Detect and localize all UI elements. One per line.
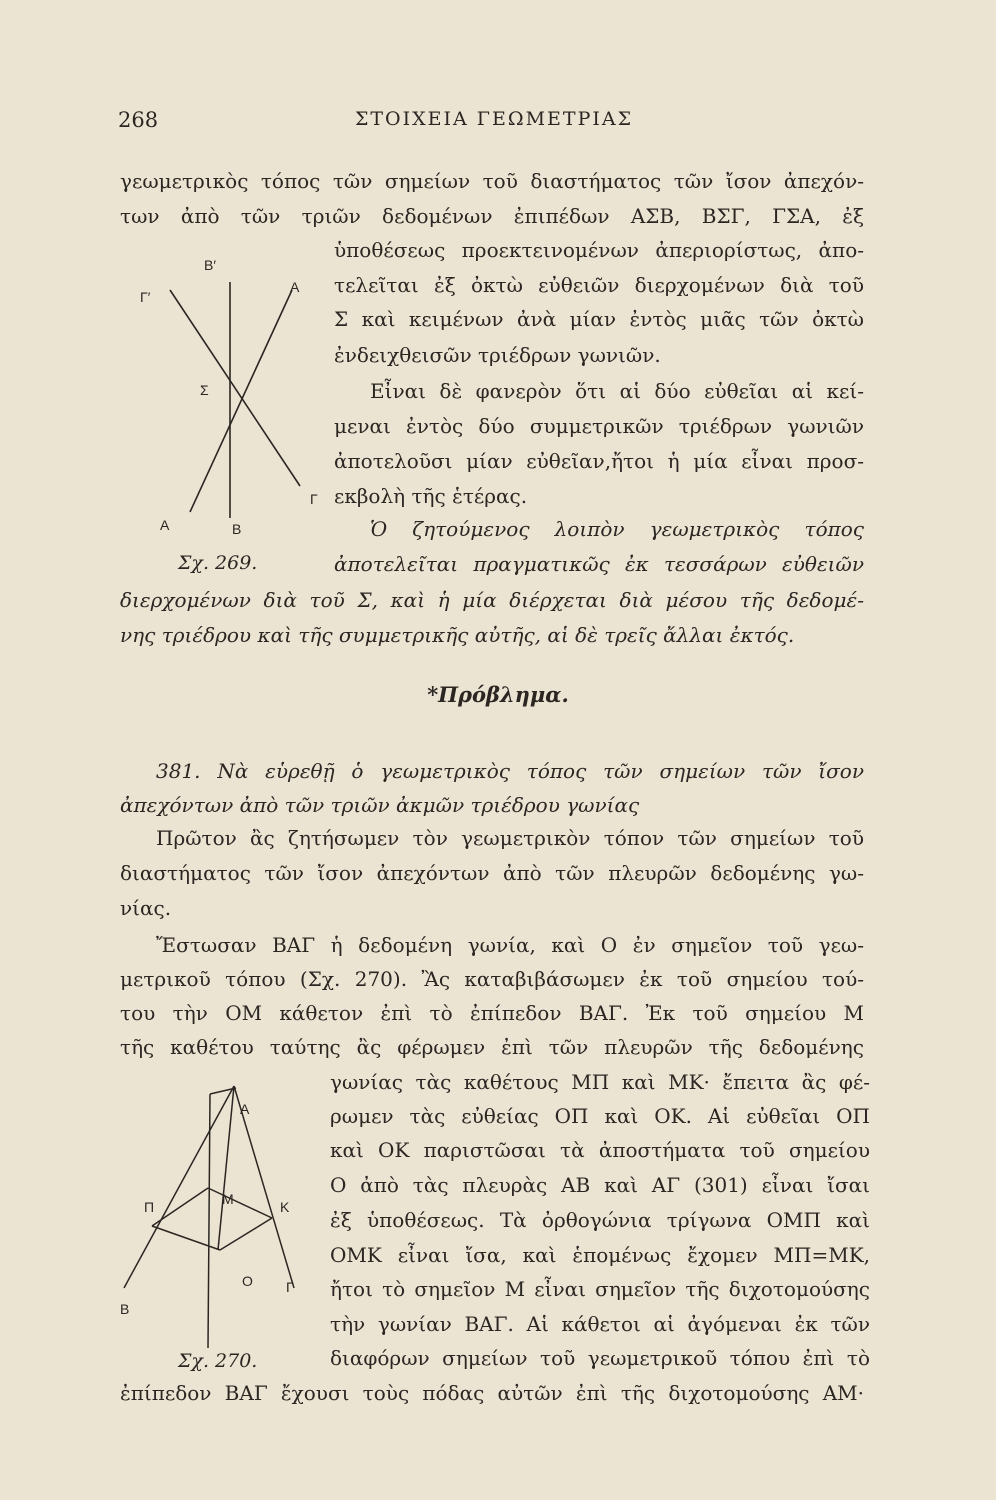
text-line: ἐπίπεδον ΒΑΓ ἔχουσι τοὺς πόδας αὐτῶν ἐπὶ τῆς διχοτομούσης ΑΜ· bbox=[120, 1381, 864, 1405]
label-B: Β bbox=[232, 521, 242, 537]
text-line: ἀποτελεῖται πραγματικῶς ἐκ τεσσάρων εὐθειῶν bbox=[334, 552, 864, 576]
page-number: 268 bbox=[118, 108, 159, 132]
figure-270 bbox=[108, 1078, 318, 1348]
label-G: Γ bbox=[310, 491, 318, 507]
text-line: ἀποτελοῦσι μίαν εὐθεῖαν,ἤτοι ἡ μία εἶναι προσ- bbox=[334, 449, 864, 473]
text-line: του τὴν ΟΜ κάθετον ἐπὶ τὸ ἐπίπεδον ΒΑΓ. Ἐκ τοῦ σημείου Μ bbox=[120, 1001, 864, 1025]
label-K: Κ bbox=[280, 1199, 290, 1215]
text-line: ἐξ ὑποθέσεως. Τὰ ὀρθογώνια τρίγωνα ΟΜΠ καὶ bbox=[330, 1208, 870, 1232]
text-line: τὴν γωνίαν ΒΑΓ. Αἱ κάθετοι αἱ ἀγόμεναι ἐκ τῶν bbox=[330, 1312, 870, 1336]
text-line: διερχομένων διὰ τοῦ Σ, καὶ ἡ μία διέρχεται διὰ μέσου τῆς δεδομέ- bbox=[120, 588, 864, 612]
label-Bp: Β′ bbox=[204, 257, 216, 273]
label-B: Β bbox=[120, 1301, 130, 1317]
text-line: Σ καὶ κειμένων ἀνὰ μίαν ἐντὸς μιᾶς τῶν ὀκτὼ bbox=[334, 307, 864, 331]
running-title: ΣΤΟΙΧΕΙΑ ΓΕΩΜΕΤΡΙΑΣ bbox=[354, 108, 634, 130]
text-line: Πρῶτον ἂς ζητήσωμεν τὸν γεωμετρικὸν τόπον τῶν σημείων τοῦ bbox=[156, 826, 864, 850]
label-O: Ο bbox=[242, 1273, 253, 1289]
text-line: Ο ἀπὸ τὰς πλευρὰς ΑΒ καὶ ΑΓ (301) εἶναι ἴσαι bbox=[330, 1173, 870, 1197]
label-P: Π bbox=[144, 1199, 155, 1215]
section-heading: *Πρόβλημα. bbox=[427, 682, 569, 707]
label-G: Γ bbox=[286, 1279, 294, 1295]
label-M: Μ bbox=[222, 1191, 234, 1207]
text-line: νης τριέδρου καὶ τῆς συμμετρικῆς αὐτῆς, αἱ δὲ τρεῖς ἄλλαι ἐκτός. bbox=[120, 623, 795, 647]
text-line: καὶ ΟΚ παριστῶσαι τὰ ἀποστήματα τοῦ σημείου bbox=[330, 1138, 870, 1162]
text-line: ἐνδειχθεισῶν τριέδρων γωνιῶν. bbox=[334, 343, 661, 367]
label-A-bottom: Α bbox=[160, 517, 170, 533]
label-A-top: Α bbox=[290, 279, 300, 295]
text-line: μεναι ἐντὸς δύο συμμετρικῶν τριέδρων γωνιῶν bbox=[334, 414, 864, 438]
text-line: ὑποθέσεως προεκτεινομένων ἀπεριορίστως, ἀπο- bbox=[334, 238, 864, 262]
figure-270-caption: Σχ. 270. bbox=[178, 1350, 258, 1372]
label-S: Σ bbox=[200, 382, 209, 398]
figure-269-caption: Σχ. 269. bbox=[178, 552, 258, 574]
text-line: ΟΜΚ εἶναι ἴσα, καὶ ἑπομένως ἔχομεν ΜΠ=ΜΚ, bbox=[330, 1243, 870, 1267]
text-line: εκβολὴ τῆς ἑτέρας. bbox=[334, 484, 528, 508]
problem-statement: ἀπεχόντων ἀπὸ τῶν τριῶν ἀκμῶν τριέδρου γωνίας bbox=[120, 793, 640, 817]
text-line: ἤτοι τὸ σημεῖον Μ εἶναι σημεῖον τῆς διχοτομούσης bbox=[330, 1277, 870, 1301]
text-line: νίας. bbox=[120, 896, 172, 920]
page-header bbox=[118, 108, 870, 144]
text-line: γεωμετρικὸς τόπος τῶν σημείων τοῦ διαστήματος τῶν ἴσον ἀπεχόν- bbox=[120, 169, 864, 193]
label-A: Α bbox=[240, 1101, 250, 1117]
text-line: μετρικοῦ τόπου (Σχ. 270). Ἂς καταβιβάσωμεν ἐκ τοῦ σημείου τού- bbox=[120, 967, 864, 991]
text-line: τελεῖται ἐξ ὀκτὼ εὐθειῶν διερχομένων διὰ τοῦ bbox=[334, 273, 864, 297]
figure-269 bbox=[130, 250, 340, 550]
problem-statement: 381. Νὰ εὑρεθῇ ὁ γεωμετρικὸς τόπος τῶν σημείων τῶν ἴσον bbox=[156, 759, 864, 783]
text-line: διαστήματος τῶν ἴσον ἀπεχόντων ἀπὸ τῶν πλευρῶν δεδομένης γω- bbox=[120, 861, 864, 885]
text-line: διαφόρων σημείων τοῦ γεωμετρικοῦ τόπου ἐπὶ τὸ bbox=[330, 1346, 870, 1370]
text-line: Εἶναι δὲ φανερὸν ὅτι αἱ δύο εὐθεῖαι αἱ κεί- bbox=[370, 379, 864, 403]
text-line: τῆς καθέτου ταύτης ἂς φέρωμεν ἐπὶ τῶν πλευρῶν τῆς δεδομένης bbox=[120, 1035, 864, 1059]
text-line: Ὁ ζητούμενος λοιπὸν γεωμετρικὸς τόπος bbox=[370, 517, 864, 541]
text-line: γωνίας τὰς καθέτους ΜΠ καὶ ΜΚ· ἔπειτα ἂς φέ- bbox=[330, 1070, 870, 1094]
text-line: Ἔστωσαν ΒΑΓ ἡ δεδομένη γωνία, καὶ Ο ἐν σημεῖον τοῦ γεω- bbox=[156, 933, 864, 957]
label-Gp: Γ′ bbox=[140, 289, 151, 305]
text-line: των ἀπὸ τῶν τριῶν δεδομένων ἐπιπέδων ΑΣΒ, ΒΣΓ, ΓΣΑ, ἐξ bbox=[120, 204, 864, 228]
text-line: ρωμεν τὰς εὐθείας ΟΠ καὶ ΟΚ. Αἱ εὐθεῖαι ΟΠ bbox=[330, 1104, 870, 1128]
